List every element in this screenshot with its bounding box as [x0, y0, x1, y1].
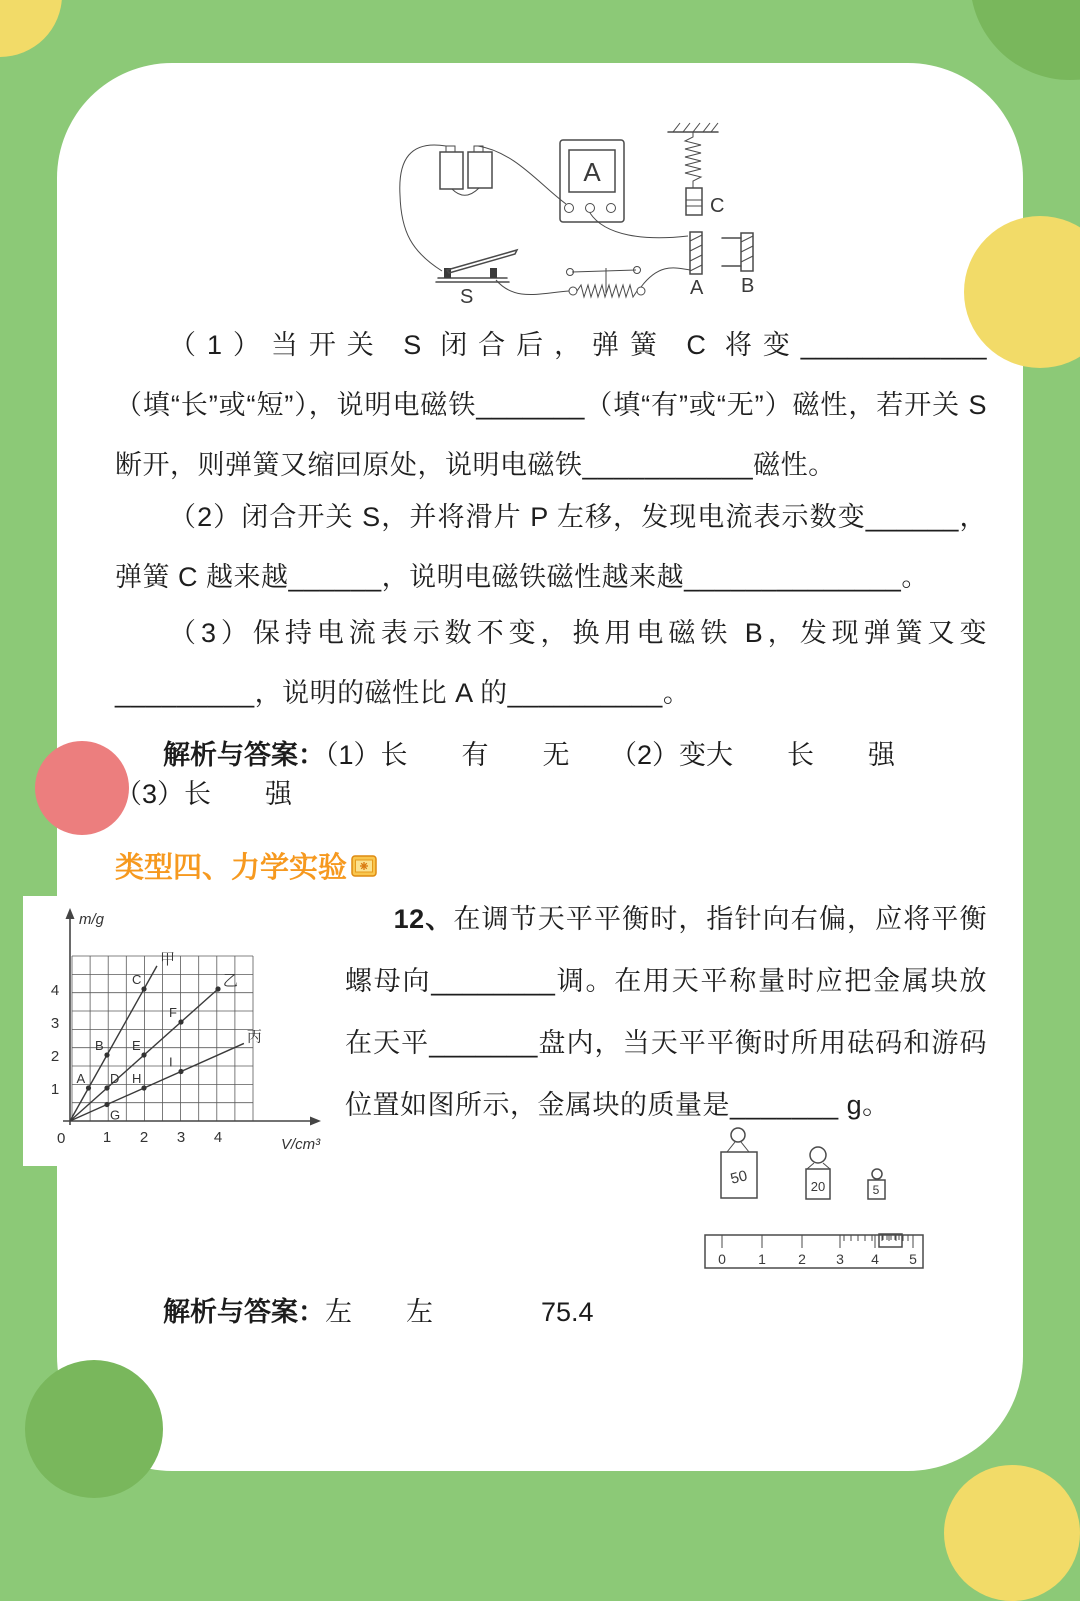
data-point	[215, 986, 220, 991]
weight-20g-label: 20	[810, 1179, 826, 1194]
data-point	[141, 986, 146, 991]
data-point	[141, 1085, 146, 1090]
series-name-label: 甲	[159, 950, 175, 968]
ruler-num-5: 5	[909, 1251, 917, 1267]
q12-number: 12、	[393, 904, 454, 934]
weight-50g	[721, 1128, 757, 1198]
data-point-label: G	[110, 1107, 121, 1123]
q11-answer-text: （1）长 有 无 （2）变大 长 强 （3）长 强	[115, 740, 950, 809]
graph-ylabel: m/g	[79, 911, 105, 928]
data-point-label: F	[169, 1005, 177, 1020]
y-tick-label: 1	[50, 1081, 60, 1098]
ceiling-hatch	[668, 123, 718, 132]
section-heading	[115, 845, 377, 886]
ammeter-face-label: A	[583, 157, 601, 187]
switch-label: S	[460, 286, 474, 308]
switch	[436, 250, 517, 282]
section-heading-text: 类型四、力学实验	[115, 852, 348, 884]
spring-label: C	[710, 195, 725, 217]
electromagnet-b-label: B	[741, 275, 755, 297]
rheostat	[567, 267, 646, 298]
battery-cells	[440, 146, 492, 195]
x-tick-label: 4	[213, 1129, 223, 1146]
data-point-label: B	[95, 1038, 104, 1053]
q11-part1: （1）当开关 S 闭合后，弹簧 C 将变____________（填“长”或“短”），说明电磁铁_______（填“有”或“无”）磁性，若开关 S 断开，则弹簧又缩回原处，说明电磁铁___________磁性。	[115, 330, 987, 480]
data-point	[104, 1102, 109, 1107]
weight-50g-label: 50	[728, 1167, 750, 1188]
ruler-num-0: 0	[718, 1251, 726, 1267]
electromagnet-a	[690, 232, 702, 274]
ruler-num-1: 1	[758, 1251, 766, 1267]
data-point	[86, 1085, 91, 1090]
q12-text: 在调节天平平衡时，指针向右偏，应将平衡螺母向________调。在用天平称量时应把金属块放在天平_______盘内，当天平平衡时所用砝码和游码位置如图所示，金属块的质量是_______ g。	[345, 904, 987, 1120]
q12-answer-row	[115, 1290, 987, 1329]
q11-answer-row	[115, 733, 987, 811]
x-tick-label: 3	[176, 1129, 186, 1146]
series-line-丙	[70, 1043, 244, 1121]
ruler-num-3: 3	[836, 1251, 844, 1267]
mass-volume-graph	[23, 896, 335, 1166]
x-tick-label: 2	[139, 1129, 149, 1146]
data-point-label: H	[132, 1071, 142, 1086]
graph-xlabel: V/cm³	[281, 1136, 321, 1153]
y-tick-label: 4	[50, 982, 60, 999]
series-name-label: 丙	[246, 1028, 262, 1046]
data-point-label: D	[110, 1071, 120, 1086]
data-point	[178, 1069, 183, 1074]
data-point-label: C	[132, 972, 142, 987]
circuit-wires	[400, 145, 690, 295]
data-point	[104, 1085, 109, 1090]
q12-answer-text: 左 左 75.4	[325, 1297, 594, 1327]
data-point	[178, 1019, 183, 1024]
electromagnet-b	[722, 233, 753, 271]
electromagnet-circuit-figure	[380, 100, 800, 330]
x-axis-arrow	[310, 1117, 321, 1126]
series-name-label: 乙	[222, 972, 238, 990]
y-tick-label: 2	[50, 1048, 60, 1065]
y-tick-label: 3	[50, 1015, 60, 1032]
spring	[685, 132, 702, 215]
data-point	[104, 1052, 109, 1057]
ruler-num-2: 2	[798, 1251, 806, 1267]
data-point-label: A	[76, 1071, 86, 1086]
q12-text-block	[345, 888, 987, 1136]
electromagnet-a-label: A	[690, 277, 704, 299]
data-point	[141, 1052, 146, 1057]
graph-origin-label: 0	[57, 1130, 66, 1147]
ruler-num-4: 4	[871, 1251, 879, 1267]
q11-part2: （2）闭合开关 S，并将滑片 P 左移，发现电流表示数变______，弹簧 C 越来越______，说明电磁铁磁性越来越______________。	[115, 502, 987, 592]
fine-ticks	[844, 1235, 908, 1241]
y-axis-arrow	[66, 908, 75, 919]
q12-answer-label: 解析与答案：	[163, 1297, 325, 1327]
q11-answer-label: 解析与答案：	[163, 740, 325, 770]
data-point-label: I	[169, 1054, 173, 1070]
x-tick-label: 1	[102, 1129, 112, 1146]
image-placeholder-icon	[351, 855, 377, 877]
rider-scale	[705, 1234, 923, 1268]
q11-part3: （3）保持电流表示数不变，换用电磁铁 B，发现弹簧又变_________，说明的磁性比 A 的__________。	[115, 618, 987, 708]
weight-5g-label: 5	[872, 1183, 880, 1197]
data-point-label: E	[132, 1038, 141, 1053]
weights-and-rider-figure	[690, 1113, 960, 1278]
